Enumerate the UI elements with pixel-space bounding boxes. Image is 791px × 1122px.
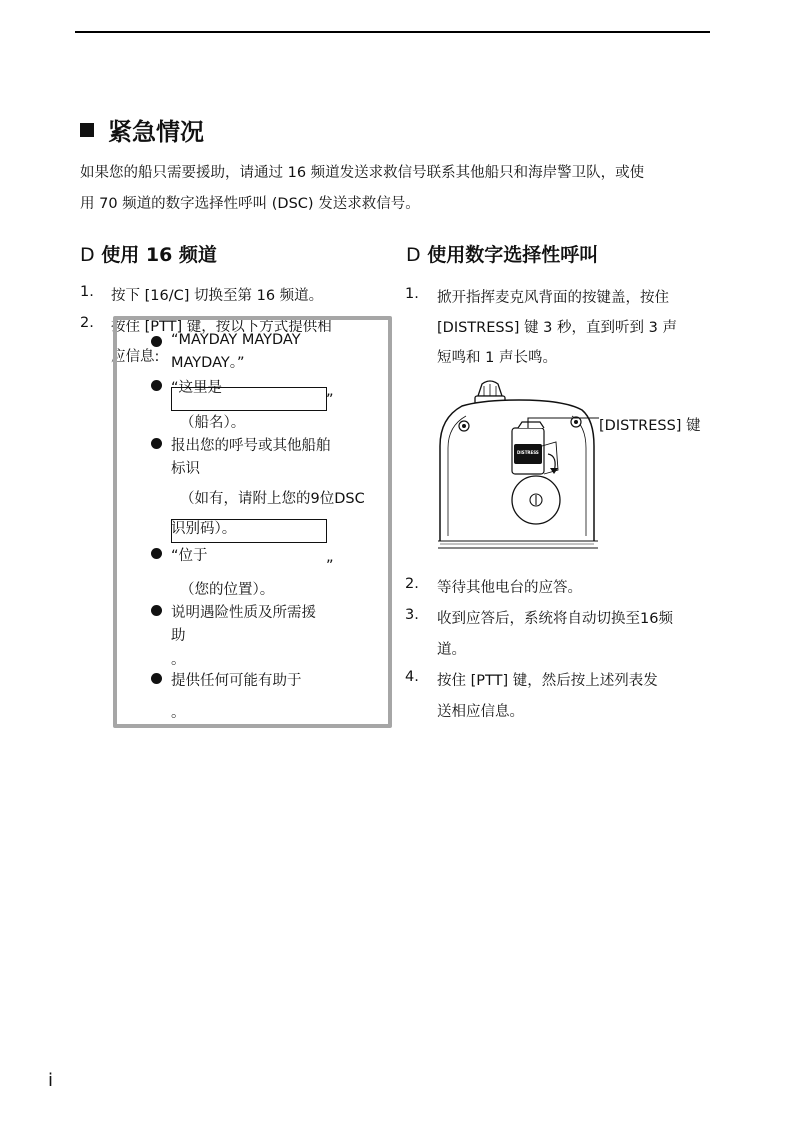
left-step-1: 按下 [16/C] 切换至第 16 频道。 [111, 288, 324, 304]
bullet-4-line-2: （您的位置）。 [180, 582, 275, 598]
step-number: 2. [80, 315, 94, 331]
left-heading: D 使用 16 频道 [80, 244, 217, 266]
bullet-3-line-1: 报出您的呼号或其他船舶 [171, 438, 331, 454]
section-title: 紧急情况 [80, 112, 204, 147]
bullet-dot [151, 673, 162, 684]
right-heading: D 使用数字选择性呼叫 [406, 244, 599, 266]
step-number: 1. [405, 286, 419, 302]
bullet-3-line-2: 标识 [171, 461, 200, 477]
bullet-5-line-1: 说明遇险性质及所需援 [171, 605, 316, 621]
bullet-dot [151, 336, 162, 347]
left-step-2-line-1: 按住 [PTT] 键，按以下方式提供相 [111, 319, 332, 335]
step-number: 2. [405, 576, 419, 592]
distress-key-callout: [DISTRESS] 键 [599, 418, 701, 434]
right-step-1-line-3: 短鸣和 1 声长鸣。 [437, 350, 557, 366]
right-step-2: 等待其他电台的应答。 [437, 580, 582, 596]
bullet-dot [151, 438, 162, 449]
closing-quote: ” [326, 392, 334, 408]
intro-line-2: 用 70 频道的数字选择性呼叫 (DSC) 发送求救信号。 [80, 196, 420, 212]
bullet-6-line-2: 。 [171, 705, 186, 721]
page-number: i [48, 1070, 54, 1091]
step-number: 3. [405, 607, 419, 623]
microphone-back-illustration [434, 376, 604, 552]
step-number: 4. [405, 669, 419, 685]
bullet-3-line-3: （如有，请附上您的9位DSC [180, 491, 365, 507]
bullet-dot [151, 380, 162, 391]
bullet-dot [151, 605, 162, 616]
bullet-5-line-2: 助 [171, 628, 186, 644]
right-step-4-line-2: 送相应信息。 [437, 704, 524, 720]
bullet-1-line-1: “MAYDAY MAYDAY [171, 332, 301, 348]
right-step-1-line-1: 掀开指挥麦克风背面的按键盖，按住 [437, 290, 669, 306]
left-step-2-line-2: 应信息: [111, 349, 160, 365]
intro-line-1: 如果您的船只需要援助，请通过 16 频道发送求救信号联系其他船只和海岸警卫队，或使 [80, 165, 645, 181]
distress-key-label: DISTRESS [517, 450, 539, 455]
bullet-2-line-1: “这里是 [171, 380, 223, 396]
bullet-6-line-1: 提供任何可能有助于 [171, 673, 302, 689]
right-step-3-line-1: 收到应答后，系统将自动切换至16频 [437, 611, 673, 627]
closing-quote: ” [326, 558, 334, 574]
bullet-dot [151, 548, 162, 559]
square-bullet-icon [80, 123, 94, 137]
bullet-4-line-1: “位于 [171, 548, 208, 564]
top-rule [75, 31, 710, 33]
bullet-3-line-4: 识别码）。 [171, 521, 237, 537]
right-step-3-line-2: 道。 [437, 642, 466, 658]
bullet-1-line-2: MAYDAY。” [171, 355, 245, 371]
bullet-5-line-3: 。 [171, 652, 186, 668]
right-step-4-line-1: 按住 [PTT] 键，然后按上述列表发 [437, 673, 658, 689]
vessel-name-blank [171, 387, 327, 411]
bullet-2-line-2: （船名）。 [180, 415, 246, 431]
step-number: 1. [80, 284, 94, 300]
right-step-1-line-2: [DISTRESS] 键 3 秒，直到听到 3 声 [437, 320, 677, 336]
